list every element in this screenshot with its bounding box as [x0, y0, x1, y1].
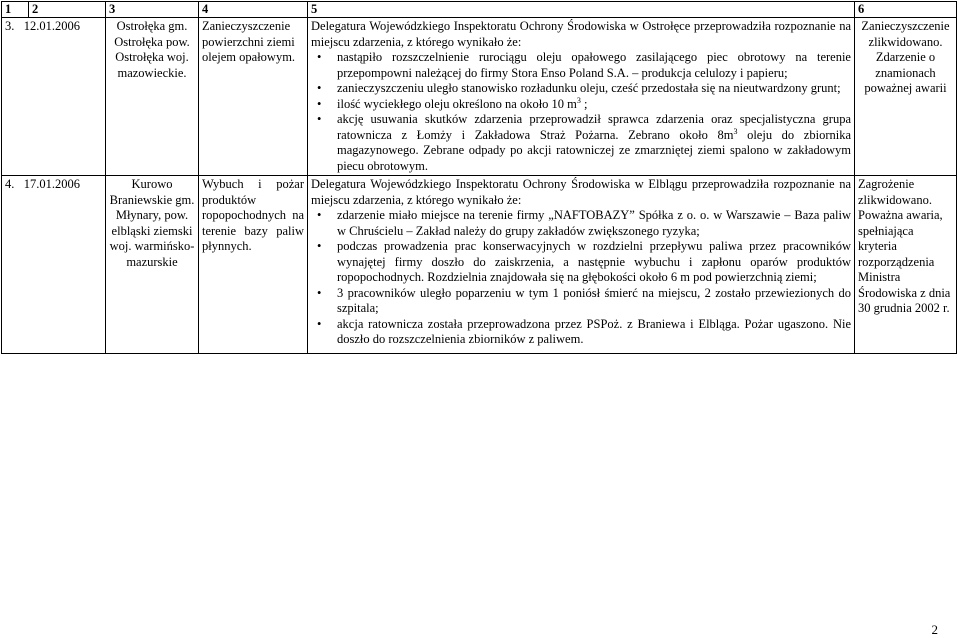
- description-list: [311, 50, 851, 174]
- row-event: Wybuch i pożar produktów ropopochodnych na terenie bazy paliw płynnych.: [199, 176, 308, 354]
- row-id-date: [2, 18, 106, 176]
- list-item: • zdarzenie miało miejsce na terenie firmy „NAFTOBAZY” Spółka z o. o. w Warszawie – Baza paliw w Chruścielu – Zakład należy do grupy zakładów zwiększonego ryzyka;: [337, 208, 851, 239]
- superscript: 3: [733, 126, 738, 136]
- list-item: • nastąpiło rozszczelnienie rurociągu oleju opałowego zasilającego piec obrotowy na terenie przepompowni należącej do firmy Stora Enso Poland S.A. – produkcja celulozy i papieru;: [337, 50, 851, 81]
- page-number: 2: [931, 622, 938, 637]
- row-location: Kurowo Braniewskie gm. Młynary, pow. elbląski ziemski woj. warmińsko-mazurskie: [106, 176, 199, 354]
- row-event: Zanieczyszczenie powierzchni ziemi olejem opałowym.: [199, 18, 308, 176]
- row-description: [308, 176, 855, 354]
- header-col-2: 2: [29, 2, 106, 18]
- row-location: Ostrołęka gm. Ostrołęka pow. Ostrołęka woj. mazowieckie.: [106, 18, 199, 176]
- row-status: Zagrożenie zlikwidowano. Poważna awaria, spełniająca kryteria rozporządzenia Ministra Środowiska z dnia 30 grudnia 2002 r.: [855, 176, 957, 354]
- row-status: Zanieczyszczenie zlikwidowano. Zdarzenie o znamionach poważnej awarii: [855, 18, 957, 176]
- header-col-3: 3: [106, 2, 199, 18]
- description-list: [311, 208, 851, 348]
- list-item: • zanieczyszczeniu uległo stanowisko rozładunku oleju, cześć przedostała się na nieutwardzony grunt;: [337, 81, 851, 97]
- row-date: 12.01.2006: [23, 19, 80, 33]
- header-col-4: 4: [199, 2, 308, 18]
- list-item-suffix: ;: [584, 96, 588, 111]
- list-item-text: ilość wyciekłego oleju określono na około 10 m: [337, 96, 577, 111]
- row-date: 17.01.2006: [23, 177, 80, 191]
- header-col-5: 5: [308, 2, 855, 18]
- list-item: • akcja ratownicza została przeprowadzona przez PSPoż. z Braniewa i Elbląga. Pożar ugaszono. Nie doszło do rozszczelnienia zbiorników z paliwem.: [337, 317, 851, 348]
- superscript: 3: [576, 95, 581, 105]
- header-col-6: 6: [855, 2, 957, 18]
- row-description: [308, 18, 855, 176]
- table-row: [2, 18, 957, 176]
- description-intro: Delegatura Wojewódzkiego Inspektoratu Ochrony Środowiska w Elblągu przeprowadziła rozpoznanie na miejscu zdarzenia, z którego wynikało że:: [311, 177, 851, 207]
- row-id: 3.: [5, 19, 15, 33]
- row-id-date: [2, 176, 106, 354]
- list-item: • podczas prowadzenia prac konserwacyjnych w rozdzielni przepływu paliwa przez pracowników wynajętej firmy doszło do zaiskrzenia, a następnie wybuchu i zapłonu oparów produktów ropopochodnych. Rozdzielnia znajdowała się na głębokości około 6 m pod powierzchnią ziemi;: [337, 239, 851, 286]
- incident-table: [1, 1, 957, 354]
- list-item: [337, 112, 851, 174]
- list-item: [337, 97, 851, 113]
- table-row: [2, 176, 957, 354]
- row-id: 4.: [5, 177, 15, 191]
- list-item-text: akcję usuwania skutków zdarzenia przeprowadził sprawca zdarzenia oraz specjalistyczna grupa ratownicza z Łomży i Zakładowa Straż Pożarna. Zebrano około 8m: [337, 112, 851, 142]
- header-col-1: 1: [2, 2, 29, 18]
- description-intro: Delegatura Wojewódzkiego Inspektoratu Ochrony Środowiska w Ostrołęce przeprowadziła rozpoznanie na miejscu zdarzenia, z którego wynikało że:: [311, 19, 851, 49]
- header-row: [2, 2, 957, 18]
- list-item-text-cont: oleju do zbiornika magazynowego. Zebrane odpady po akcji ratowniczej ze zmarzniętej ziemi spalono w zakładowym piecu obrotowym.: [337, 127, 852, 173]
- list-item: • 3 pracowników uległo poparzeniu w tym 1 poniósł śmierć na miejscu, 2 zostało przewiezionych do szpitala;: [337, 286, 851, 317]
